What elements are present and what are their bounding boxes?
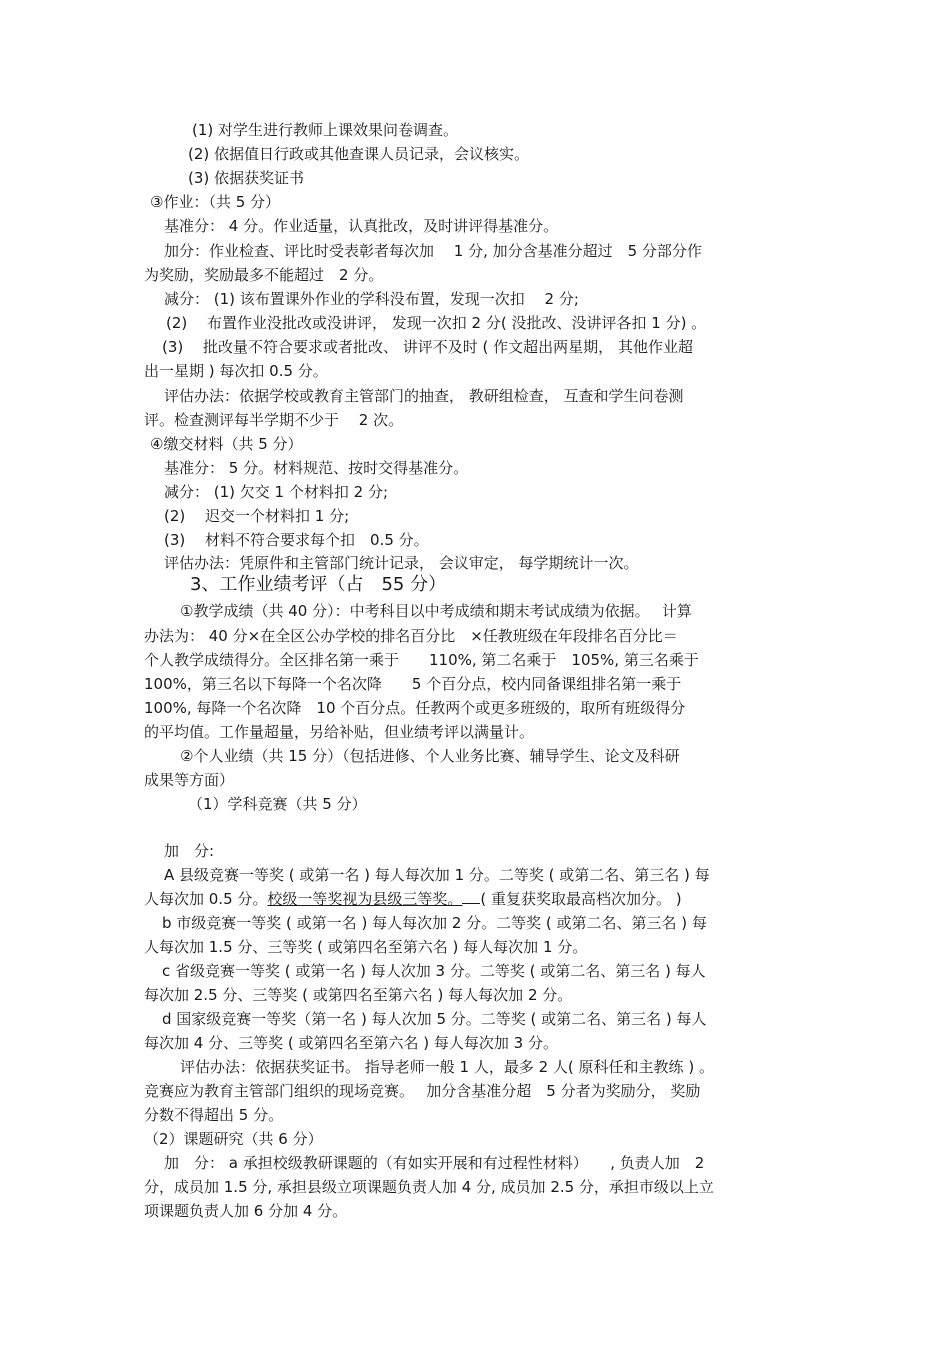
text-line: (2) 布置作业没批改或没讲评， 发现一次扣 2 分( 没批改、没讲评各扣 1 分) 。: [166, 314, 707, 332]
text-line: 评估办法：依据学校或教育主管部门的抽查， 教研组检查， 互查和学生问卷测: [164, 387, 684, 405]
text-line: 为奖励，奖励最多不能超过 2 分。: [144, 266, 384, 284]
text-line: 评估办法：依据获奖证书。 指导老师一般 1 人，最多 2 人( 原科任和主教练 ) 。: [180, 1058, 714, 1076]
text-line: 个人教学成绩得分。全区排名第一乘于 110%, 第二名乘于 105%, 第三名乘于: [144, 651, 699, 669]
text-line: 评估办法：凭原件和主管部门统计记录， 会议审定， 每学期统计一次。: [164, 554, 639, 572]
text-line: 出一星期 ) 每次扣 0.5 分。: [144, 362, 328, 380]
text-line: ①教学成绩（共 40 分）：中考科目以中考成绩和期末考试成绩为依据。 计算: [180, 602, 692, 620]
text-line: A 县级竞赛一等奖 ( 或第一名 ) 每人每次加 1 分。二等奖 ( 或第二名、第三名 ) 每: [164, 866, 710, 884]
underlined-text: 校级一等奖视为县级三等奖。: [267, 890, 463, 908]
text-line: [144, 889, 682, 909]
text-line: 减分： (1) 该布置课外作业的学科没布置，发现一次扣 2 分;: [164, 290, 579, 308]
text-line: d 国家级竞赛一等奖（第一名 ) 每人次加 5 分。二等奖 ( 或第二名、第三名 ) 每人: [162, 1010, 707, 1028]
text-line: 每次加 4 分、三等奖 ( 或第四名至第六名 ) 每人每次加 3 分。: [144, 1034, 558, 1052]
text-run: 人每次加 0.5 分。: [144, 890, 268, 908]
text-line: 评。检查测评每半学期不少于 2 次。: [144, 411, 404, 429]
text-line: (1) 对学生进行教师上课效果问卷调查。: [192, 121, 459, 139]
text-line: 100%, 每降一个名次降 10 个百分点。任教两个或更多班级的，取所有班级得分: [144, 699, 686, 717]
text-line: (3) 依据获奖证书: [188, 169, 305, 187]
text-line: 办法为： 40 分×在全区公办学校的排名百分比 ×任教班级在年段排名百分比＝: [144, 627, 678, 645]
text-line: (3) 材料不符合要求每个扣 0.5 分。: [164, 531, 429, 549]
text-line: (2) 迟交一个材料扣 1 分;: [164, 507, 350, 525]
text-line: 项课题负责人加 6 分加 4 分。: [144, 1202, 348, 1220]
text-line: 竞赛应为教育主管部门组织的现场竞赛。 加分含基准分超 5 分者为奖励分， 奖励: [144, 1082, 701, 1100]
text-line: 100%，第三名以下每降一个名次降 5 个百分点，校内同备课组排名第一乘于: [144, 675, 682, 693]
text-line: 每次加 2.5 分、三等奖 ( 或第四名至第六名 ) 每人每次加 2 分。: [144, 986, 573, 1004]
text-line: 加分：作业检查、评比时受表彰者每次加 1 分, 加分含基准分超过 5 分部分作: [164, 242, 702, 260]
text-line: c 省级竞赛一等奖 ( 或第一名 ) 每人次加 3 分。二等奖 ( 或第二名、第三名 ) 每人: [162, 962, 706, 980]
text-line: 的平均值。工作量超量，另给补贴，但业绩考评以满量计。: [144, 723, 535, 741]
text-line: (3) 批改量不符合要求或者批改、 讲评不及时 ( 作文超出两星期， 其他作业超: [162, 338, 693, 356]
text-line: 分，成员加 1.5 分, 承担县级立项课题负责人加 4 分, 成员加 2.5 分，承担市级以上立: [144, 1178, 714, 1196]
text-run: ( 重复获奖取最高档次加分。 ): [480, 890, 682, 908]
text-line: (2) 依据值日行政或其他查课人员记录，会议核实。: [188, 145, 530, 163]
text-line: 加 分:: [164, 842, 215, 860]
underline-blank: [462, 889, 480, 904]
subsection-heading: （1）学科竞赛（共 5 分）: [188, 795, 367, 813]
text-line: 基准分： 5 分。材料规范、按时交得基准分。: [164, 459, 469, 477]
text-line: 成果等方面）: [144, 771, 235, 789]
section-heading: ③作业：（共 5 分）: [150, 193, 281, 211]
section-heading: ④缴交材料（共 5 分）: [150, 435, 303, 453]
text-line: 人每次加 1.5 分、三等奖 ( 或第四名至第六名 ) 每人每次加 1 分。: [144, 938, 588, 956]
text-line: ②个人业绩（共 15 分）（包括进修、个人业务比赛、辅导学生、论文及科研: [180, 747, 680, 765]
section-heading: 3、工作业绩考评（占 55 分）: [190, 574, 447, 595]
text-line: b 市级竞赛一等奖 ( 或第一名 ) 每人每次加 2 分。二等奖 ( 或第二名、第三名 ) 每: [162, 914, 707, 932]
subsection-heading: （2）课题研究（共 6 分）: [144, 1130, 323, 1148]
text-line: 减分： (1) 欠交 1 个材料扣 2 分;: [164, 483, 388, 501]
text-line: 分数不得超出 5 分。: [144, 1106, 284, 1124]
text-line: 基准分： 4 分。作业适量，认真批改，及时讲评得基准分。: [164, 217, 559, 235]
text-line: 加 分： a 承担校级教研课题的（有如实开展和有过程性材料） , 负责人加 2: [164, 1154, 705, 1172]
